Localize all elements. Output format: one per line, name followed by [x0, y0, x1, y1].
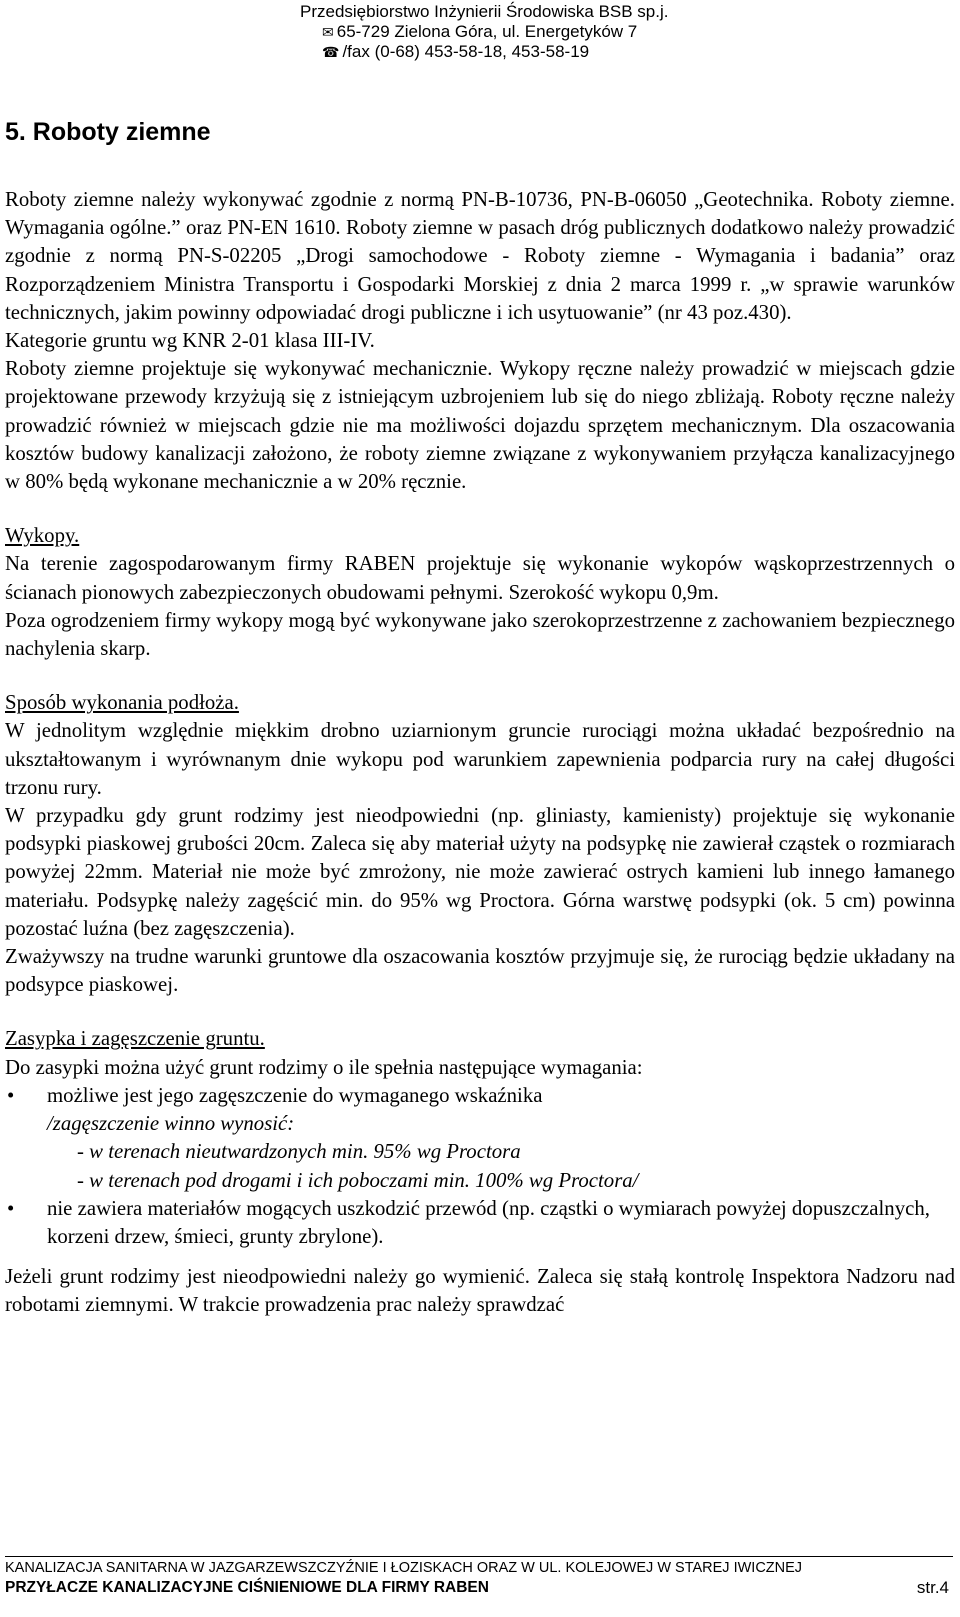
compaction-req-2: - w terenach pod drogami i ich poboczami min. 100% wg Proctora/ — [77, 1168, 639, 1192]
intro-paragraph: Roboty ziemne należy wykonywać zgodnie z normą PN-B-10736, PN-B-06050 „Geotechnika. Roboty ziemne. Wymagania ogólne.” oraz PN-EN 1610. Roboty ziemne w pasach dróg publicznych dodatkowo należy prowadzić zgodnie z normą PN-S-02205 „Drogi samochodowe - Roboty ziemne - Wymagania i badania” oraz Rozporządzeniem Ministra Transportu i Gospodarki Morskiej z dnia 2 marca 1999 r. „w sprawie warunków technicznych, jakim powinny odpowiadać drogi publiczne i ich usytuowanie” (nr 43 poz.430). — [5, 188, 955, 324]
telephone-icon: ☎ — [322, 44, 340, 60]
podloze-paragraph-2: W przypadku gdy grunt rodzimy jest nieodpowiedni (np. gliniasty, kamienisty) projektuje się wykonanie podsypki piaskowej grubości 20cm. Zaleca się aby materiał użyty na podsypkę nie zawierał cząstek o rozmiarach powyżej 22mm. Materiał nie może być zmrożony, nie może zawierać ostrych kamieni lub innego łamanego materiału. Podsypkę należy zagęścić min. do 95% wg Proctora. Górna warstwę podsypki (ok. 5 cm) powinna pozostać luźna (bez zagęszczenia). — [5, 804, 955, 940]
requirements-list-2 — [5, 1195, 955, 1251]
list-item — [5, 1195, 955, 1251]
envelope-icon: ✉ — [322, 24, 334, 40]
requirement-1: możliwe jest jego zagęszczenie do wymaganego wskaźnika — [47, 1083, 543, 1107]
zasypka-closing: Jeżeli grunt rodzimy jest nieodpowiedni należy go wymienić. Zaleca się stałą kontrolę Inspektora Nadzoru nad robotami ziemnymi. W trakcie prowadzenia prac należy sprawdzać — [5, 1265, 955, 1317]
company-name: Przedsiębiorstwo Inżynierii Środowiska BSB sp.j. — [300, 2, 669, 21]
earthworks-method-paragraph: Roboty ziemne projektuje się wykonywać mechanicznie. Wykopy ręczne należy prowadzić w miejscach gdzie projektowane przewody krzyżują się z istniejącym uzbrojeniem lub się do niego zbliżają. Roboty ręczne należy prowadzić również w miejscach gdzie nie ma możliwości dojazdu sprzętem mechanicznym. Dla oszacowania kosztów budowy kanalizacji założono, że roboty ziemne związane z wykonywaniem przyłącza kanalizacyjnego w 80% będą wykonane mechanicznie a w 20% ręcznie. — [5, 357, 955, 494]
list-item — [5, 1082, 955, 1110]
footer-subtitle-row — [5, 1577, 953, 1599]
requirements-list — [5, 1082, 955, 1110]
company-address-line — [300, 22, 640, 42]
company-address: 65-729 Zielona Góra, ul. Energetyków 7 — [336, 22, 638, 41]
zasypka-intro: Do zasypki można użyć grunt rodzimy o ile spełnia następujące wymagania: — [5, 1055, 643, 1079]
page-number: str.4 — [916, 1578, 949, 1597]
wykopy-heading: Wykopy. — [5, 524, 80, 548]
section-title: 5. Roboty ziemne — [5, 118, 211, 146]
footer-subtitle: PRZYŁACZE KANALIZACYJNE CIŚNIENIOWE DLA FIRMY RABEN — [5, 1579, 489, 1596]
bullet-icon: • — [7, 1196, 15, 1220]
zasypka-heading: Zasypka i zagęszczenie gruntu. — [5, 1027, 265, 1051]
page-header — [300, 2, 669, 62]
podloze-heading: Sposób wykonania podłoża. — [5, 691, 239, 715]
wykopy-paragraph-2: Poza ogrodzeniem firmy wykopy mogą być wykonywane jako szerokoprzestrzenne z zachowaniem bezpiecznego nachylenia skarp. — [5, 608, 955, 661]
company-phone: /fax (0-68) 453-58-18, 453-58-19 — [342, 42, 590, 61]
podloze-paragraph-1: W jednolitym względnie miękkim drobno uziarnionym gruncie rurociągi można układać bezpośrednio na ukształtowanym i wyrównanym dnie wykopu pod warunkiem zapewnienia podparcia rury na całej długości trzonu rury. — [5, 719, 955, 799]
footer-project-title: KANALIZACJA SANITARNA W JAZGARZEWSZCZYŹNIE I ŁOZISKACH ORAZ W UL. KOLEJOWEJ W STAREJ IWICZNEJ — [5, 1560, 803, 1576]
wykopy-paragraph-1: Na terenie zagospodarowanym firmy RABEN projektuje się wykonanie wykopów wąskoprzestrzennych o ścianach pionowych zabezpieczonych obudowami pełnymi. Szerokość wykopu 0,9m. — [5, 552, 955, 604]
compaction-intro: /zagęszczenie winno wynosić: — [47, 1112, 295, 1136]
compaction-req-1: - w terenach nieutwardzonych min. 95% wg Proctora — [77, 1140, 521, 1164]
podloze-paragraph-3: Zważywszy na trudne warunki gruntowe dla oszacowania kosztów przyjmuje się, że rurociąg będzie układany na podsypce piaskowej. — [5, 945, 955, 997]
page-footer — [5, 1556, 953, 1599]
soil-category-paragraph: Kategorie gruntu wg KNR 2-01 klasa III-IV. — [5, 329, 375, 353]
document-body — [5, 186, 955, 1320]
company-phone-line — [300, 42, 640, 62]
requirement-2: nie zawiera materiałów mogących uszkodzić przewód (np. cząstki o wymiarach powyżej dopuszczalnych, korzeni drzew, śmieci, grunty zbrylone). — [47, 1196, 930, 1248]
bullet-icon: • — [7, 1083, 15, 1107]
